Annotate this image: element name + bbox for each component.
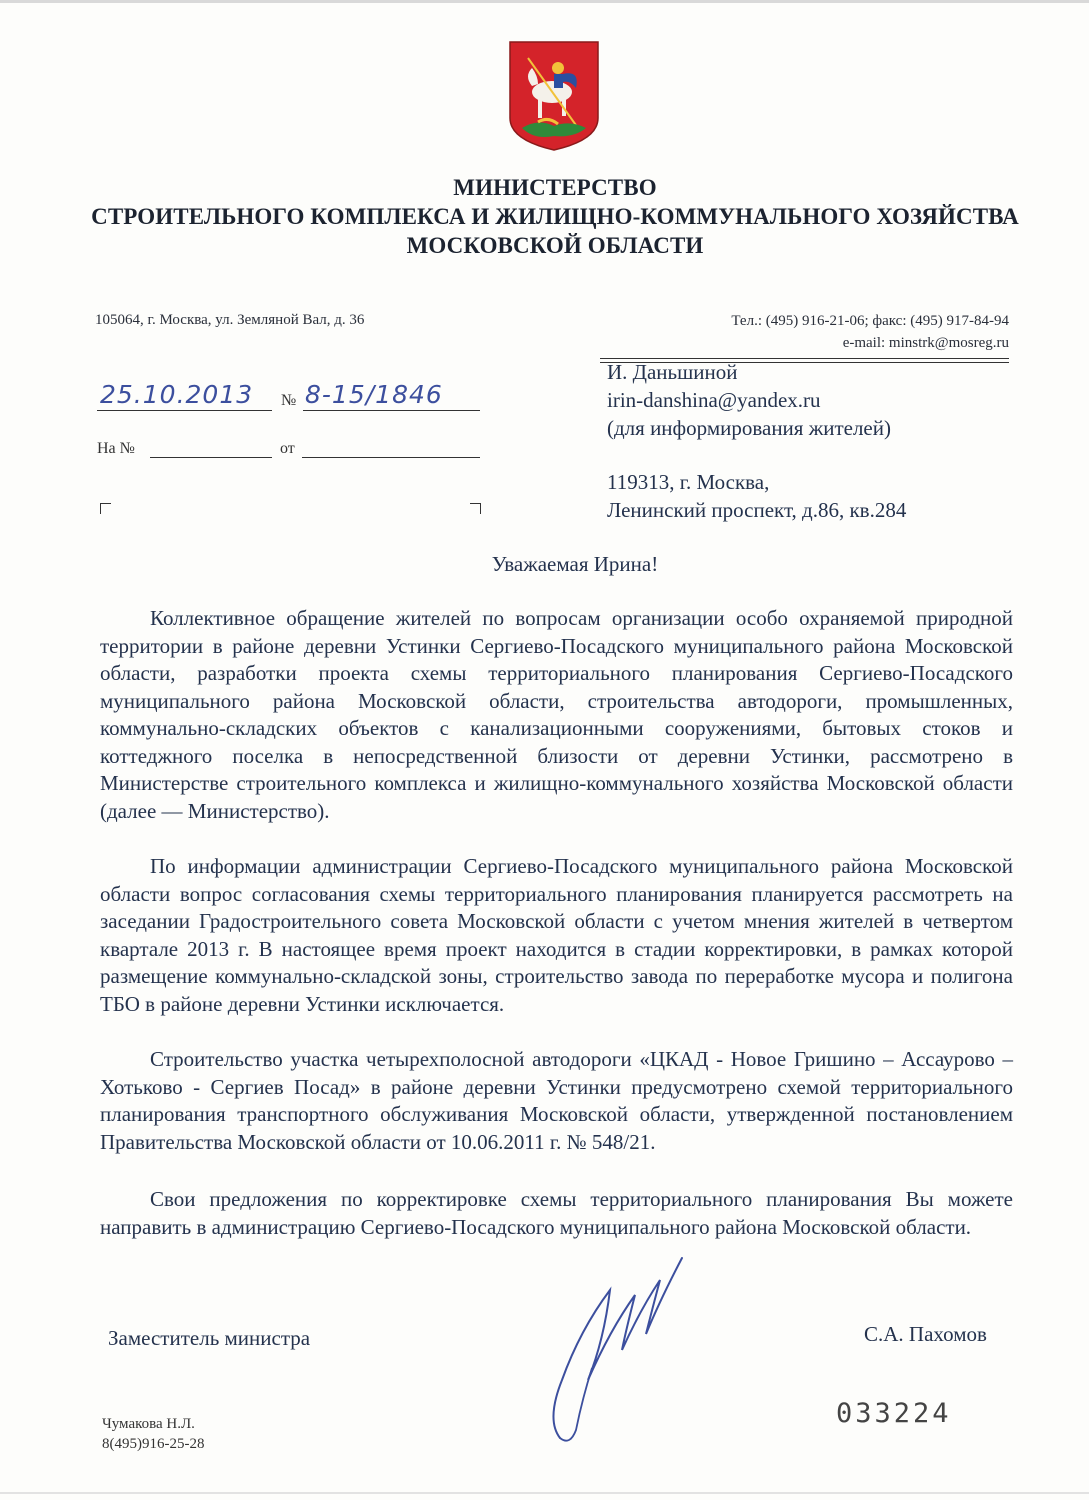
scan-bottom-edge — [0, 1492, 1089, 1494]
executor-phone: 8(495)916-25-28 — [102, 1436, 205, 1452]
ministry-title-line1: МИНИСТЕРСТВО — [453, 175, 657, 200]
ref-number-line — [150, 457, 272, 458]
address-corner-left — [100, 503, 111, 514]
number-label: № — [281, 392, 297, 409]
handwritten-date: 25.10.2013 — [100, 380, 254, 409]
recipient-block — [607, 358, 891, 442]
body-paragraph-1: Коллективное обращение жителей по вопросам организации особо охраняемой природной территории в районе деревни Устинки Сергиево-Посадского муниципального района Московской области, разработки проекта схемы территориального планирования Сергиево-Посадского муниципального района Московской области, строительства автодороги, промышленных, коммунально-складских объектов с канализационными сооружениями, бытовых стоков и коттеджного поселка в непосредственной близости от деревни Устинки, рассмотрено в Министерстве строительного комплекса и жилищно-коммунального хозяйства Московской области (далее — Министерство). — [100, 606, 1013, 823]
recipient-address-line2: Ленинский проспект, д.86, кв.284 — [607, 498, 907, 522]
recipient-address-block — [607, 468, 906, 524]
signatory-position: Заместитель министра — [108, 1326, 311, 1350]
executor-block — [102, 1414, 204, 1454]
ministry-phones: Тел.: (495) 916-21-06; факс: (495) 917-84-94 — [731, 313, 1009, 329]
ministry-email: e-mail: minstrk@mosreg.ru — [842, 335, 1009, 351]
moscow-oblast-coat-of-arms-icon — [508, 40, 600, 152]
ministry-address: 105064, г. Москва, ул. Земляной Вал, д. 36 — [95, 312, 365, 328]
body-paragraph-3: Строительство участка четырехполосной автодороги «ЦКАД - Новое Гришино – Ассаурово – Хотьково - Сергиев Посад» в районе деревни Устинки предусмотрено схемой территориального планирования транспортного обслуживания Московской области, утвержденной постановлением Правительства Московской области от 10.06.2011 г. № 548/21. — [100, 1047, 1013, 1154]
signatory-name: С.А. Пахомов — [864, 1322, 987, 1346]
recipient-name: И. Даньшиной — [607, 360, 738, 384]
recipient-note: (для информирования жителей) — [607, 416, 891, 440]
handwritten-signature — [540, 1250, 700, 1450]
ministry-contacts — [731, 310, 1009, 354]
executor-name: Чумакова Н.Л. — [102, 1416, 195, 1432]
address-corner-right — [470, 503, 481, 514]
scan-top-edge — [0, 0, 1089, 3]
registration-stamp-number: 033224 — [836, 1398, 952, 1429]
greeting: Уважаемая Ирина! — [491, 552, 659, 576]
body-paragraph-4: Свои предложения по корректировке схемы территориального планирования Вы можете направить в администрацию Сергиево-Посадского муниципального района Московской области. — [100, 1187, 1013, 1239]
recipient-email: irin-danshina@yandex.ru — [607, 388, 821, 412]
ref-from-line — [302, 457, 480, 458]
ref-number-label: На № — [97, 440, 135, 457]
date-line — [97, 410, 272, 411]
body-paragraph-2: По информации администрации Сергиево-Посадского муниципального района Московской области вопрос согласования схемы территориального планирования планируется рассмотреть на заседании Градостроительного совета Московской области с учетом мнения жителей в четвертом квартале 2013 г. В настоящее время проект находится в стадии корректировки, в рамках которой размещение коммунально-складской зоны, строительство завода по переработке мусора и полигона ТБО в районе деревни Устинки исключается. — [100, 854, 1013, 1016]
ministry-title-line3: МОСКОВСКОЙ ОБЛАСТИ — [406, 233, 704, 258]
recipient-address-line1: 119313, г. Москва, — [607, 470, 770, 494]
handwritten-reg-number: 8-15/1846 — [305, 380, 443, 409]
ref-from-label: от — [280, 440, 295, 457]
number-line — [303, 410, 480, 411]
ministry-title-line2: СТРОИТЕЛЬНОГО КОМПЛЕКСА И ЖИЛИЩНО-КОММУНАЛЬНОГО ХОЗЯЙСТВА — [91, 204, 1019, 229]
